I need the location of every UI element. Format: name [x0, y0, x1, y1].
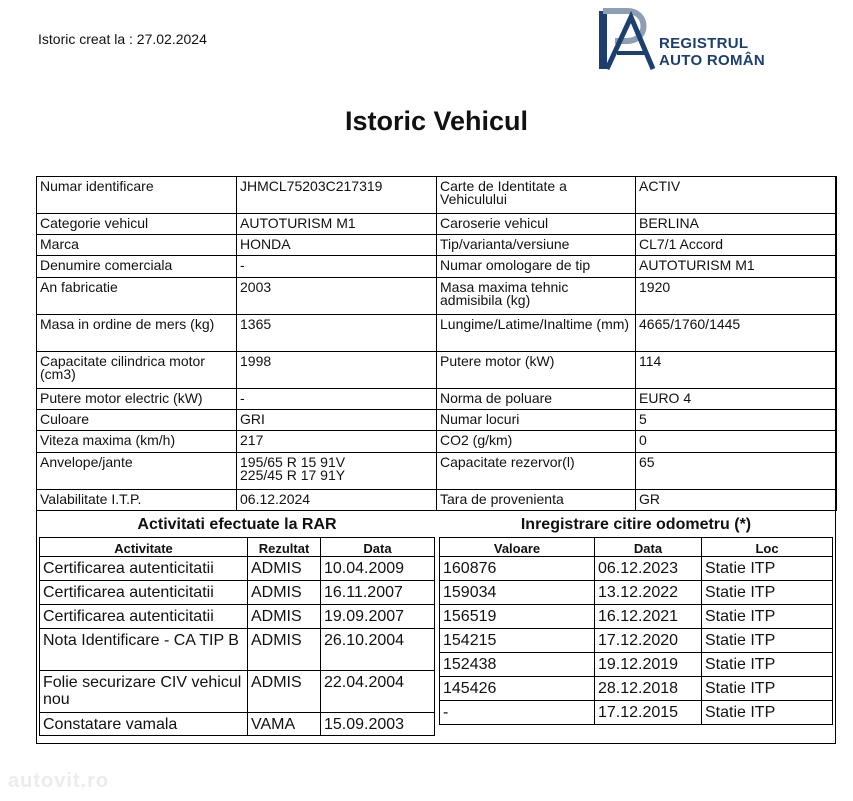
activity-date: 22.04.2004	[321, 671, 435, 713]
odometer-location: Statie ITP	[702, 629, 833, 653]
odometer-row	[440, 701, 833, 725]
info-label: Categorie vehicul	[37, 214, 237, 235]
info-row	[37, 235, 837, 256]
info-label: Caroserie vehicul	[437, 214, 636, 235]
activities-header-activity: Activitate	[40, 538, 248, 557]
odometer-location: Statie ITP	[702, 605, 833, 629]
odometer-value: 154215	[440, 629, 595, 653]
info-label: Carte de Identitate a Vehiculului	[437, 177, 636, 214]
activity-row	[40, 629, 435, 671]
info-value: 06.12.2024	[237, 490, 437, 511]
info-value: 1365	[237, 315, 437, 352]
odometer-location: Statie ITP	[702, 653, 833, 677]
activity-name: Certificarea autenticitatii	[40, 557, 248, 581]
info-row	[37, 214, 837, 235]
activity-name: Constatare vamala	[40, 713, 248, 736]
info-label: Putere motor (kW)	[437, 352, 636, 389]
info-row	[37, 453, 837, 490]
info-label: Tara de provenienta	[437, 490, 636, 511]
info-label: Culoare	[37, 410, 237, 431]
info-label: Numar omologare de tip	[437, 256, 636, 278]
info-label: Anvelope/jante	[37, 453, 237, 490]
odometer-value: 159034	[440, 581, 595, 605]
info-row	[37, 177, 837, 214]
info-value: -	[237, 389, 437, 410]
info-row	[37, 389, 837, 410]
rar-logo	[597, 7, 787, 71]
odometer-table	[439, 537, 833, 725]
odometer-date: 28.12.2018	[595, 677, 702, 701]
info-row	[37, 256, 837, 278]
activity-date: 19.09.2007	[321, 605, 435, 629]
activity-name: Certificarea autenticitatii	[40, 581, 248, 605]
odometer-date: 19.12.2019	[595, 653, 702, 677]
odometer-row	[440, 677, 833, 701]
info-label: Putere motor electric (kW)	[37, 389, 237, 410]
info-row	[37, 278, 837, 315]
info-label: Marca	[37, 235, 237, 256]
info-value: AUTOTURISM M1	[636, 256, 837, 278]
info-label: Norma de poluare	[437, 389, 636, 410]
odometer-location: Statie ITP	[702, 557, 833, 581]
activities-header-result: Rezultat	[248, 538, 321, 557]
activity-row	[40, 605, 435, 629]
odometer-value: -	[440, 701, 595, 725]
odometer-row	[440, 557, 833, 581]
info-value: GRI	[237, 410, 437, 431]
info-value: 114	[636, 352, 837, 389]
vehicle-info-table	[36, 176, 837, 511]
info-label: Denumire comerciala	[37, 256, 237, 278]
info-value: GR	[636, 490, 837, 511]
odometer-value: 152438	[440, 653, 595, 677]
activity-name: Folie securizare CIV vehicul nou	[40, 671, 248, 713]
info-value: CL7/1 Accord	[636, 235, 837, 256]
info-label: Viteza maxima (km/h)	[37, 431, 237, 453]
odometer-header-date: Data	[595, 538, 702, 557]
info-label: Tip/varianta/versiune	[437, 235, 636, 256]
odometer-row	[440, 653, 833, 677]
odometer-value: 156519	[440, 605, 595, 629]
info-row	[37, 410, 837, 431]
activity-name: Certificarea autenticitatii	[40, 605, 248, 629]
info-value: 5	[636, 410, 837, 431]
activity-date: 10.04.2009	[321, 557, 435, 581]
activity-result: ADMIS	[248, 605, 321, 629]
odometer-header-location: Loc	[702, 538, 833, 557]
info-label: Numar identificare	[37, 177, 237, 214]
odometer-row	[440, 581, 833, 605]
logo-line-2: AUTO ROMÂN	[659, 52, 766, 69]
info-row	[37, 315, 837, 352]
logo-line-1: REGISTRUL	[659, 35, 749, 52]
info-value: 4665/1760/1445	[636, 315, 837, 352]
info-value: 2003	[237, 278, 437, 315]
activity-result: ADMIS	[248, 629, 321, 671]
info-row	[37, 490, 837, 511]
page-title: Istoric Vehicul	[344, 106, 529, 136]
info-value: AUTOTURISM M1	[237, 214, 437, 235]
info-value: 1998	[237, 352, 437, 389]
activity-result: VAMA	[248, 713, 321, 736]
odometer-location: Statie ITP	[702, 581, 833, 605]
created-date: Istoric creat la : 27.02.2024	[38, 31, 207, 47]
activity-result: ADMIS	[248, 671, 321, 713]
activity-row	[40, 671, 435, 713]
info-label: Capacitate rezervor(l)	[437, 453, 636, 490]
info-label: Capacitate cilindrica motor (cm3)	[37, 352, 237, 389]
odometer-date: 17.12.2020	[595, 629, 702, 653]
info-value: ACTIV	[636, 177, 837, 214]
info-value: 0	[636, 431, 837, 453]
info-label: Masa in ordine de mers (kg)	[37, 315, 237, 352]
odometer-location: Statie ITP	[702, 701, 833, 725]
info-label: CO2 (g/km)	[437, 431, 636, 453]
info-value: EURO 4	[636, 389, 837, 410]
odometer-date: 17.12.2015	[595, 701, 702, 725]
logo-text	[659, 35, 765, 69]
odometer-date: 13.12.2022	[595, 581, 702, 605]
activity-row	[40, 581, 435, 605]
activity-result: ADMIS	[248, 581, 321, 605]
activity-row	[40, 713, 435, 736]
odometer-title: Inregistrare citire odometru (*)	[520, 516, 752, 533]
info-value: JHMCL75203C217319	[237, 177, 437, 214]
activities-table	[39, 537, 435, 736]
info-label: Masa maxima tehnic admisibila (kg)	[437, 278, 636, 315]
activity-result: ADMIS	[248, 557, 321, 581]
info-value: BERLINA	[636, 214, 837, 235]
odometer-row	[440, 605, 833, 629]
activity-row	[40, 557, 435, 581]
info-value: HONDA	[237, 235, 437, 256]
info-value: 65	[636, 453, 837, 490]
info-label: Lungime/Latime/Inaltime (mm)	[437, 315, 636, 352]
info-label: Valabilitate I.T.P.	[37, 490, 237, 511]
odometer-date: 06.12.2023	[595, 557, 702, 581]
info-row	[37, 352, 837, 389]
info-label: An fabricatie	[37, 278, 237, 315]
watermark: autovit.ro	[8, 770, 110, 792]
odometer-header-value: Valoare	[440, 538, 595, 557]
rar-logo-icon	[597, 7, 657, 71]
odometer-value: 160876	[440, 557, 595, 581]
info-value: -	[237, 256, 437, 278]
info-value: 1920	[636, 278, 837, 315]
odometer-value: 145426	[440, 677, 595, 701]
odometer-row	[440, 629, 833, 653]
odometer-date: 16.12.2021	[595, 605, 702, 629]
activity-name: Nota Identificare - CA TIP B	[40, 629, 248, 671]
info-label: Numar locuri	[437, 410, 636, 431]
odometer-location: Statie ITP	[702, 677, 833, 701]
activity-date: 26.10.2004	[321, 629, 435, 671]
activities-header-date: Data	[321, 538, 435, 557]
info-value: 195/65 R 15 91V 225/45 R 17 91Y	[237, 453, 437, 490]
activities-title: Activitati efectuate la RAR	[137, 516, 337, 533]
info-value: 217	[237, 431, 437, 453]
activity-date: 15.09.2003	[321, 713, 435, 736]
activity-date: 16.11.2007	[321, 581, 435, 605]
info-row	[37, 431, 837, 453]
